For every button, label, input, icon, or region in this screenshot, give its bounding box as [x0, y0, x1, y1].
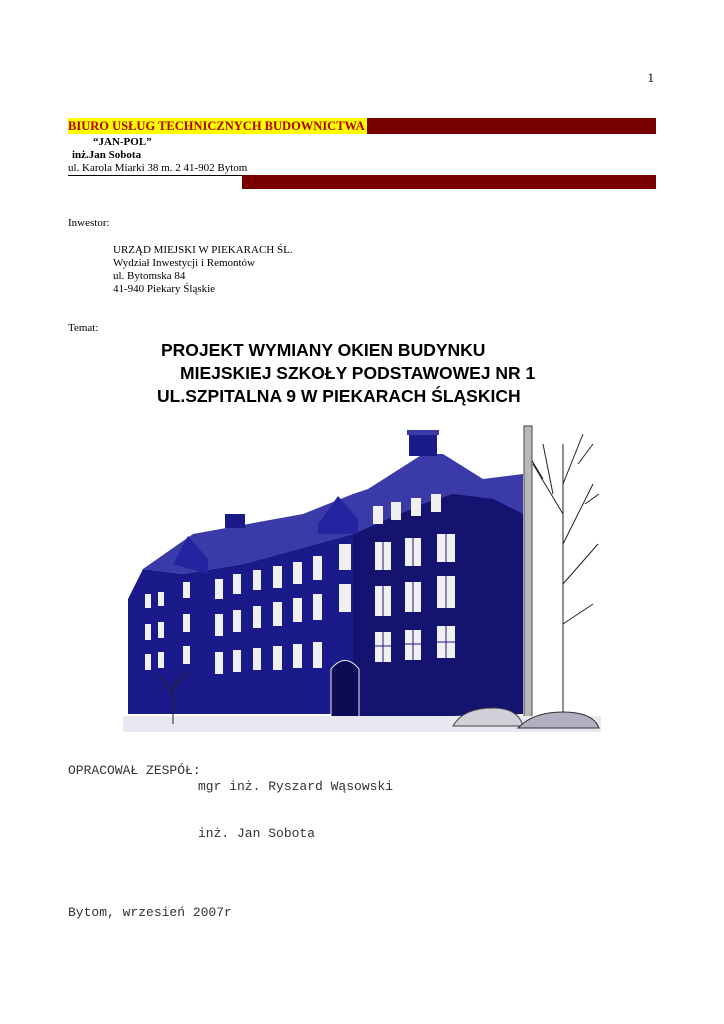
page-number: 1 [647, 70, 654, 85]
investor-line: 41-940 Piekary Śląskie [113, 283, 216, 295]
place-date: Bytom, wrzesień 2007r [68, 905, 232, 920]
firm-address: ul. Karola Miarki 38 m. 2 41-902 Bytom [68, 162, 248, 174]
title-line: MIEJSKIEJ SZKOŁY PODSTAWOWEJ NR 1 [180, 363, 536, 383]
school-building-photo [123, 424, 601, 732]
header-bar-lower [242, 175, 656, 189]
title-line: PROJEKT WYMIANY OKIEN BUDYNKU [161, 340, 486, 360]
firm-engineer: inż.Jan Sobota [72, 149, 142, 161]
firm-brand: “JAN-POL” [93, 136, 152, 148]
team-member: inż. Jan Sobota [198, 826, 316, 841]
title-line: UL.SZPITALNA 9 W PIEKARACH ŚLĄSKICH [157, 386, 521, 406]
investor-line: Wydział Inwestycji i Remontów [113, 257, 256, 269]
team-label: OPRACOWAŁ ZESPÓŁ: [68, 763, 201, 778]
topic-label: Temat: [68, 322, 99, 334]
investor-line: ul. Bytomska 84 [113, 270, 186, 282]
investor-address [113, 244, 293, 296]
team-member: mgr inż. Ryszard Wąsowski [198, 779, 394, 794]
firm-name: BIURO USŁUG TECHNICZNYCH BUDOWNICTWA [68, 119, 365, 133]
investor-label: Inwestor: [68, 217, 110, 229]
investor-line: URZĄD MIEJSKI W PIEKARACH ŚL. [113, 244, 293, 256]
